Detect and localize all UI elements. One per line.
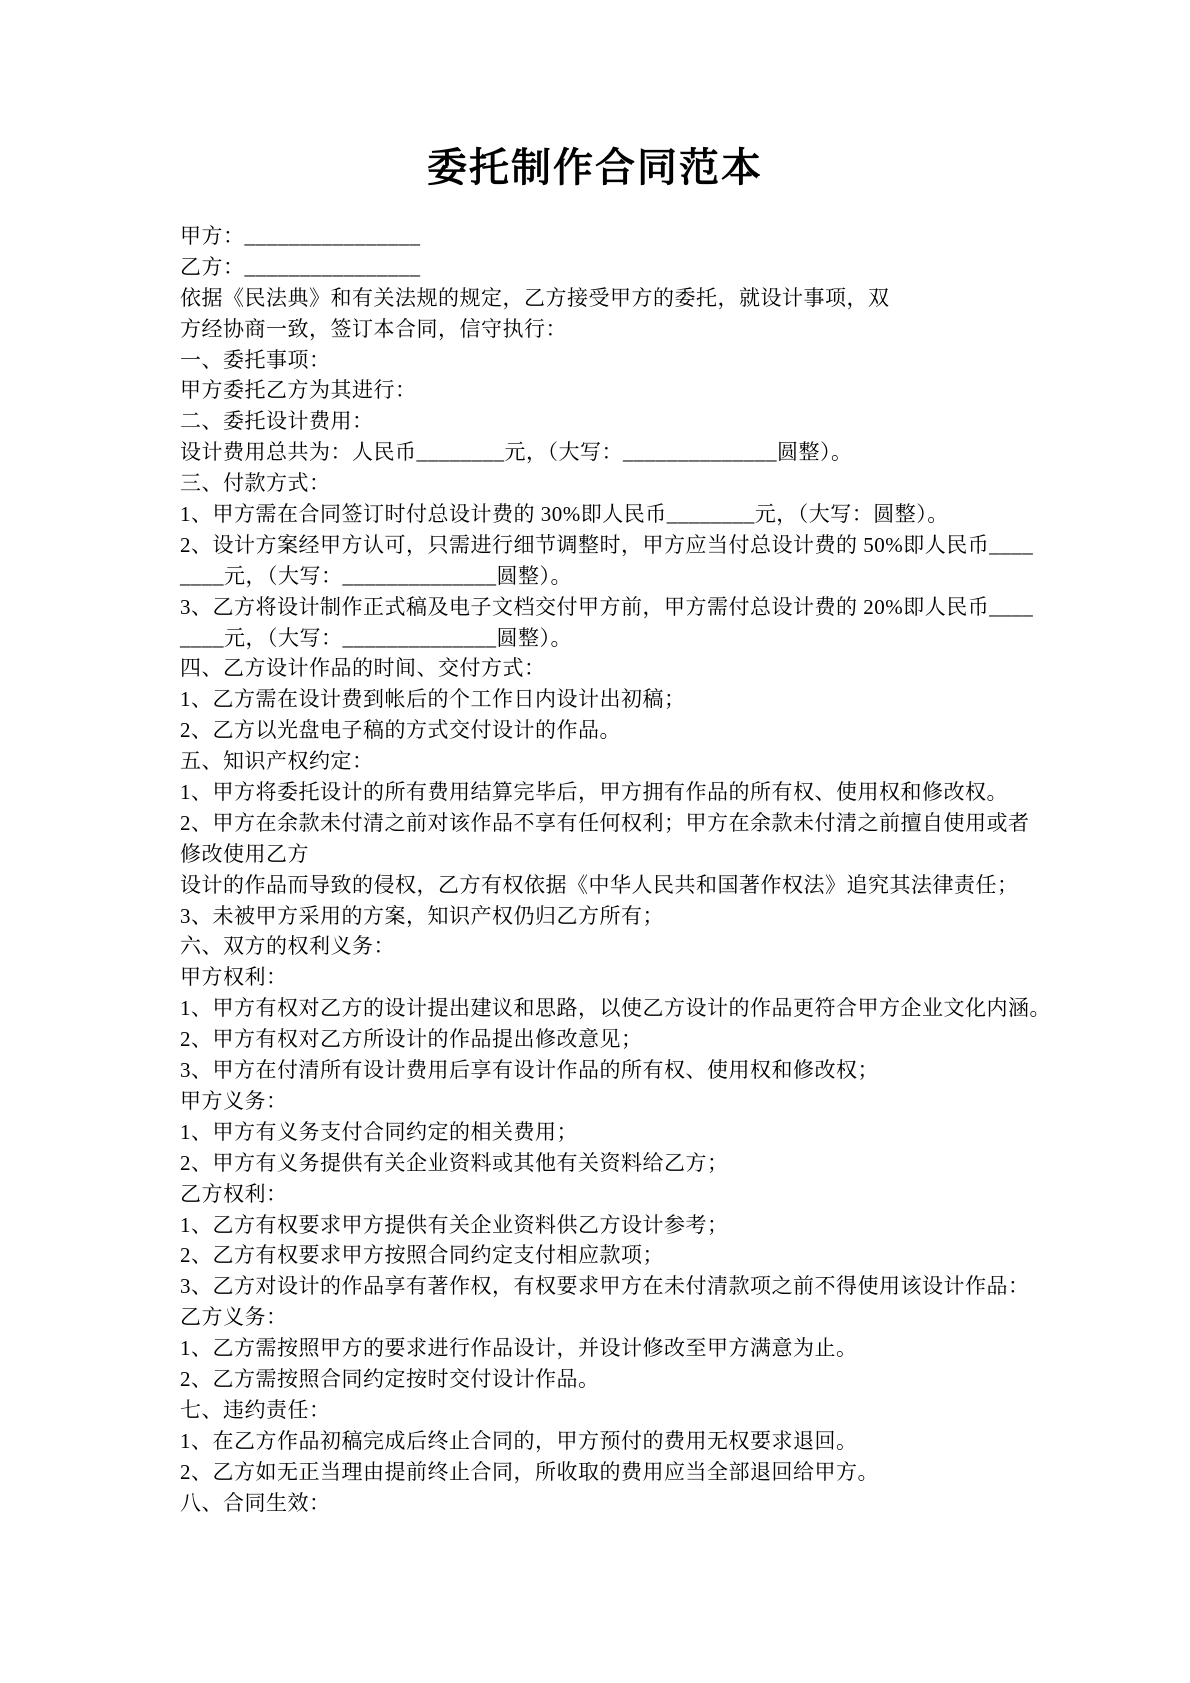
contract-line: 1、乙方需按照甲方的要求进行作品设计，并设计修改至甲方满意为止。 [180, 1336, 858, 1361]
contract-body [180, 221, 1051, 1518]
contract-line: 1、乙方有权要求甲方提供有关企业资料供乙方设计参考； [180, 1212, 729, 1237]
contract-line: 八、合同生效： [180, 1490, 331, 1515]
contract-line: 方经协商一致，签订本合同，信守执行： [180, 316, 567, 341]
contract-line: 一、委托事项： [180, 347, 331, 372]
contract-line: 1、甲方需在合同签订时付总设计费的 30%即人民币________元，（大写：圆整）。 [180, 502, 949, 527]
contract-line: 2、乙方需按照合同约定按时交付设计作品。 [180, 1366, 600, 1391]
contract-line: 五、知识产权约定： [180, 749, 374, 774]
contract-line: 甲方委托乙方为其进行： [180, 378, 417, 403]
contract-line: 3、乙方对设计的作品享有著作权，有权要求甲方在未付清款项之前不得使用该设计作品： [180, 1274, 1030, 1299]
contract-line: 1、甲方将委托设计的所有费用结算完毕后，甲方拥有作品的所有权、使用权和修改权。 [180, 780, 1008, 805]
contract-line: 设计的作品而导致的侵权，乙方有权依据《中华人民共和国著作权法》追究其法律责任； [180, 872, 1019, 897]
contract-line: 三、付款方式： [180, 471, 331, 496]
document-title: 委托制作合同范本 [427, 145, 763, 190]
contract-line: 2、甲方有义务提供有关企业资料或其他有关资料给乙方； [180, 1150, 729, 1175]
contract-line: 依据《民法典》和有关法规的规定，乙方接受甲方的委托，就设计事项，双 [180, 285, 890, 310]
contract-line: 七、违约责任： [180, 1397, 331, 1422]
contract-line: 2、乙方有权要求甲方按照合同约定支付相应款项； [180, 1243, 664, 1268]
contract-line: 2、设计方案经甲方认可，只需进行细节调整时，甲方应当付总设计费的 50%即人民币____ [180, 532, 1034, 557]
contract-line: 六、双方的权利义务： [180, 934, 395, 959]
contract-line: 1、在乙方作品初稿完成后终止合同的，甲方预付的费用无权要求退回。 [180, 1428, 858, 1453]
contract-line: 3、未被甲方采用的方案，知识产权仍归乙方所有； [180, 903, 664, 928]
contract-line: 甲方权利： [180, 965, 288, 990]
contract-line: 修改使用乙方 [180, 841, 309, 866]
contract-line: 1、乙方需在设计费到帐后的个工作日内设计出初稿； [180, 687, 686, 712]
contract-line: 3、甲方在付清所有设计费用后享有设计作品的所有权、使用权和修改权； [180, 1058, 879, 1083]
contract-line: 甲方义务： [180, 1088, 288, 1113]
contract-line: 乙方：________________ [180, 254, 421, 279]
contract-line: 乙方权利： [180, 1181, 288, 1206]
contract-line: 乙方义务： [180, 1305, 288, 1330]
contract-line: 设计费用总共为：人民币________元，（大写：______________圆整）。 [180, 440, 853, 465]
contract-line: 2、乙方如无正当理由提前终止合同，所收取的费用应当全部退回给甲方。 [180, 1459, 879, 1484]
contract-line: 3、乙方将设计制作正式稿及电子文档交付甲方前，甲方需付总设计费的 20%即人民币____ [180, 594, 1034, 619]
contract-line: 2、乙方以光盘电子稿的方式交付设计的作品。 [180, 718, 621, 743]
contract-line: 二、委托设计费用： [180, 409, 374, 434]
contract-line: 2、甲方在余款未付清之前对该作品不享有任何权利；甲方在余款未付清之前擅自使用或者 [180, 810, 1030, 835]
contract-line: ____元，（大写：______________圆整）。 [180, 625, 572, 650]
contract-line: 1、甲方有权对乙方的设计提出建议和思路，以使乙方设计的作品更符合甲方企业文化内涵。 [180, 996, 1051, 1021]
contract-line: 四、乙方设计作品的时间、交付方式： [180, 656, 546, 681]
contract-line: ____元，（大写：______________圆整）。 [180, 563, 572, 588]
contract-line: 甲方：________________ [180, 224, 421, 248]
contract-line: 1、甲方有义务支付合同约定的相关费用； [180, 1119, 578, 1144]
contract-line: 2、甲方有权对乙方所设计的作品提出修改意见； [180, 1027, 643, 1052]
